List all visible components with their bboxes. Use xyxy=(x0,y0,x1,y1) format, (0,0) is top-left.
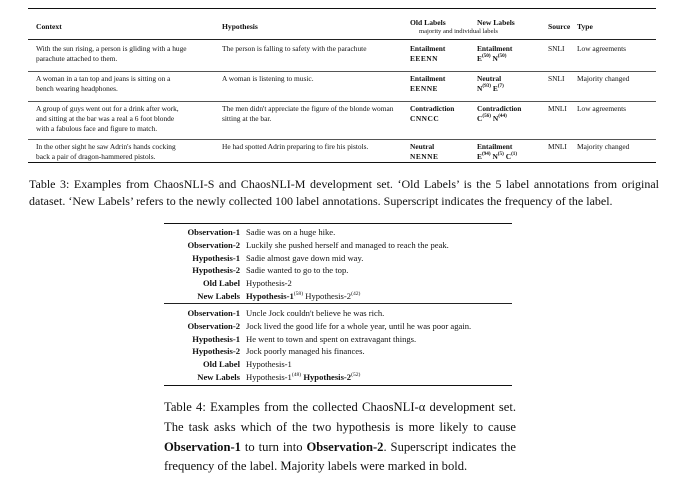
label-frequency: (52) xyxy=(351,372,361,378)
context-line: back a pair of dragon-hammered pistols. xyxy=(36,152,156,161)
col-header-hypothesis: Hypothesis xyxy=(222,22,258,31)
col-header-type: Type xyxy=(577,22,593,31)
col-header-new-labels: New Labels xyxy=(477,18,515,27)
label-letter: N xyxy=(477,84,483,93)
label-frequency: (5) xyxy=(497,151,504,157)
label-frequency: (44) xyxy=(498,113,507,119)
row-key: Old Label xyxy=(202,278,240,289)
table-4-row xyxy=(164,289,512,304)
label-frequency: (50) xyxy=(481,53,491,59)
label-frequency: (93) xyxy=(482,83,491,89)
row-value: Sadie was on a huge hike. xyxy=(246,227,336,237)
context-line: parachute attached to them. xyxy=(36,54,118,63)
col-subheader: majority and individual labels xyxy=(419,28,498,35)
table-4-mid-rule xyxy=(164,303,512,304)
hypothesis-label: Hypothesis-2 xyxy=(303,372,352,382)
type-cell: Low agreements xyxy=(577,104,627,113)
row-key: Observation-1 xyxy=(187,308,240,318)
new-majority-label: Entailment xyxy=(477,142,513,151)
row-divider xyxy=(28,101,656,102)
type-cell: Majority changed xyxy=(577,142,630,151)
table-4-caption xyxy=(164,398,516,477)
old-majority-label: Neutral xyxy=(410,142,435,151)
type-cell: Majority changed xyxy=(577,74,630,83)
label-letter: N xyxy=(492,114,499,123)
context-line: with a fabulous face and figure to match. xyxy=(36,124,158,133)
hypothesis-label: Hypothesis-1 xyxy=(246,291,294,301)
row-key: Observation-1 xyxy=(187,227,240,237)
new-individual-labels xyxy=(477,114,507,124)
row-value: Jock lived the good life for a whole year, until he was poor again. xyxy=(246,320,472,331)
context-line: A woman in a tan top and jeans is sitting on a xyxy=(36,74,171,83)
col-header-source: Source xyxy=(548,22,571,31)
new-individual-labels xyxy=(477,84,504,94)
old-individual-labels: NENNE xyxy=(410,152,439,161)
label-letter: E xyxy=(477,54,482,63)
label-frequency: (1) xyxy=(511,151,518,157)
row-value: Jock poorly managed his finances. xyxy=(246,346,365,357)
label-frequency: (42) xyxy=(351,291,361,297)
table-4-row xyxy=(164,370,512,385)
new-individual-labels xyxy=(477,54,506,64)
type-cell: Low agreements xyxy=(577,44,627,53)
context-line: With the sun rising, a person is gliding with a huge xyxy=(36,44,187,53)
row-value: Uncle Jock couldn't believe he was rich. xyxy=(246,308,385,318)
label-letter: C xyxy=(505,152,512,161)
row-value: Sadie almost gave down mid way. xyxy=(246,252,364,263)
source-cell: SNLI xyxy=(548,74,565,83)
new-individual-labels xyxy=(477,152,517,162)
row-key: Hypothesis-1 xyxy=(192,252,240,263)
old-majority-label: Contradiction xyxy=(410,104,455,113)
old-individual-labels: EENNE xyxy=(410,84,438,93)
table-top-rule xyxy=(28,8,656,9)
label-frequency: (48) xyxy=(291,372,302,378)
context-line: and sitting at the bar was a real a 6 foot blonde xyxy=(36,114,175,123)
row-key: Observation-2 xyxy=(187,320,240,331)
old-individual-labels: CNNCC xyxy=(410,114,440,123)
col-header-old-labels: Old Labels xyxy=(410,18,446,27)
row-divider xyxy=(28,71,656,72)
hypothesis-cell: The person is falling to safety with the parachute xyxy=(222,44,367,53)
hypothesis-cell: A woman is listening to music. xyxy=(222,74,314,83)
hypothesis-label: Hypothesis-2 xyxy=(305,291,352,301)
label-frequency: (94) xyxy=(481,151,491,157)
context-line: bench wearing headphones. xyxy=(36,84,118,93)
table-header-rule xyxy=(28,39,656,40)
row-key: Observation-2 xyxy=(187,239,240,250)
label-letter: C xyxy=(477,114,483,123)
row-key: Hypothesis-2 xyxy=(192,346,240,357)
table-4-bottom-rule xyxy=(164,385,512,386)
label-letter: E xyxy=(492,84,498,93)
source-cell: MNLI xyxy=(548,104,567,113)
old-majority-label: Entailment xyxy=(410,74,446,83)
row-key: New Labels xyxy=(197,291,240,301)
row-value: Luckily she pushed herself and managed to reach the peak. xyxy=(246,239,449,250)
row-value: Hypothesis-2 xyxy=(246,278,292,289)
new-labels-value xyxy=(246,289,360,304)
source-cell: SNLI xyxy=(548,44,565,53)
label-frequency: (56) xyxy=(482,113,491,119)
label-letter: N xyxy=(492,152,498,161)
row-value: Sadie wanted to go to the top. xyxy=(246,265,349,276)
label-letter: E xyxy=(477,152,482,161)
table-bottom-rule xyxy=(28,162,656,163)
label-frequency: (50) xyxy=(497,53,507,59)
caption-text-3: . Superscript indicates the frequency of the label. Majority labels were marked in bold. xyxy=(164,439,516,474)
caption-bold-observation-1: Observation-1 xyxy=(164,439,241,454)
new-majority-label: Entailment xyxy=(477,44,513,53)
label-letter: N xyxy=(492,54,498,63)
caption-text-2: to turn into xyxy=(240,439,307,454)
row-key: New Labels xyxy=(197,372,240,382)
context-line: In the other sight he saw Adrin's hands cocking xyxy=(36,142,176,151)
caption-text-1: Table 4: Examples from the collected ChaosNLI-α development set. The task asks which of the two hypothesis is more likely to cause xyxy=(164,400,516,434)
label-frequency: (58) xyxy=(293,291,304,297)
col-header-context: Context xyxy=(36,22,62,31)
table-3-caption: Table 3: Examples from ChaosNLI-S and ChaosNLI-M development set. ‘Old Labels’ is the 5 label annotations from original dataset. ‘New Labels’ refers to the newly collected 100 label annotations. Superscript indicates the frequency of the label. xyxy=(29,177,659,208)
source-cell: MNLI xyxy=(548,142,567,151)
row-value: He went to town and spent on extravagant things. xyxy=(246,333,417,344)
row-key: Hypothesis-1 xyxy=(192,333,240,344)
old-majority-label: Entailment xyxy=(410,44,446,53)
hypothesis-label: Hypothesis-1 xyxy=(246,372,292,382)
row-key: Hypothesis-2 xyxy=(192,265,240,276)
hypothesis-cell: The men didn't appreciate the figure of the blonde woman sitting at the bar. xyxy=(222,104,394,123)
context-line: A group of guys went out for a drink after work, xyxy=(36,104,179,113)
new-labels-value xyxy=(246,370,360,385)
label-frequency: (7) xyxy=(497,83,504,89)
hypothesis-cell: He had spotted Adrin preparing to fire his pistols. xyxy=(222,142,369,151)
row-value: Hypothesis-1 xyxy=(246,359,292,370)
caption-bold-observation-2: Observation-2 xyxy=(306,439,384,454)
table-4-top-rule xyxy=(164,223,512,224)
old-individual-labels: EEENN xyxy=(410,54,438,63)
row-divider xyxy=(28,139,656,140)
new-majority-label: Contradiction xyxy=(477,104,522,113)
row-key: Old Label xyxy=(202,359,240,370)
new-majority-label: Neutral xyxy=(477,74,502,83)
